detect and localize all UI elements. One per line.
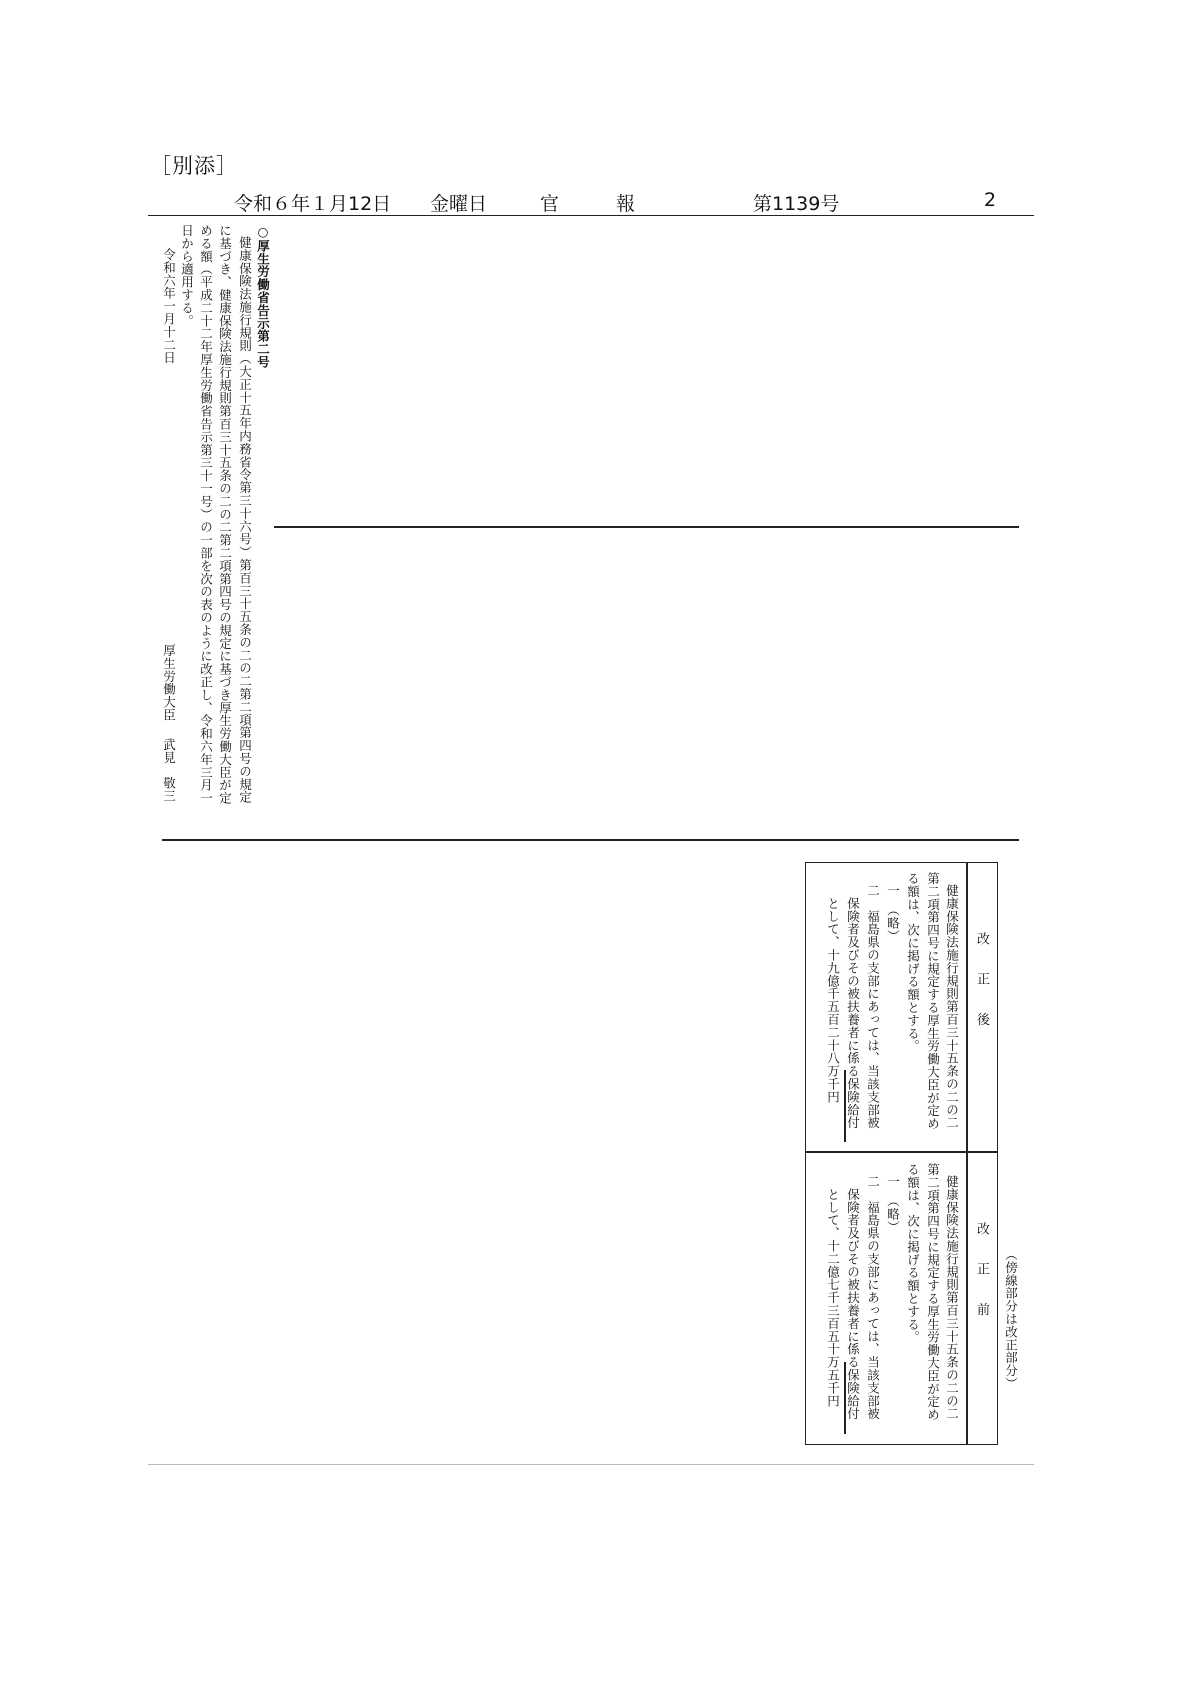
row-divider	[806, 1151, 997, 1153]
after-line: 第二項第四号に規定する厚生労働大臣が定め	[925, 872, 941, 1130]
bottom-rule	[148, 1464, 1034, 1465]
header-publication: 官 報	[540, 193, 636, 215]
attachment-label: ［別添］	[150, 154, 238, 178]
before-line: 二 福島県の支部にあっては、当該支部被	[865, 1175, 881, 1421]
after-line: 一 （略）	[885, 884, 901, 943]
table-note: （傍線部分は改正部分）	[1003, 1248, 1019, 1390]
before-line: 健康保険法施行規則第百三十五条の二の二	[944, 1175, 960, 1421]
before-line: 一 （略）	[885, 1175, 901, 1234]
column-divider	[966, 863, 968, 1444]
after-line: 保険者及びその被扶養者に係る保険給付	[845, 884, 861, 1130]
header-page-number: 2	[984, 189, 997, 211]
section-divider	[162, 839, 1019, 841]
after-heading: 改 正 後	[974, 932, 989, 1026]
minister-name: 武見 敬三	[161, 738, 177, 803]
notice-body-line: める額（平成二十二年厚生労働省告示第三十一号）の一部を次の表のように改正し、令和六年三月一	[198, 224, 214, 805]
gazette-header	[148, 188, 1034, 216]
minister-title: 厚生労働大臣	[161, 644, 177, 722]
notice-title: ○厚生労働省告示第二号	[255, 224, 271, 369]
header-issue: 第1139号	[753, 193, 840, 215]
header-date: 令和６年１月12日	[234, 193, 392, 215]
after-line: 二 福島県の支部にあっては、当該支部被	[865, 884, 881, 1130]
after-line: 健康保険法施行規則第百三十五条の二の二	[944, 884, 960, 1130]
notice-body-line: 健康保険法施行規則（大正十五年内務省令第三十六号）第百三十五条の二の二第二項第四号の規定	[237, 236, 253, 804]
after-underline	[844, 1070, 846, 1142]
before-line: る額は、次に掲げる額とする。	[905, 1163, 921, 1344]
before-heading: 改 正 前	[974, 1222, 989, 1316]
notice-body-line: に基づき、健康保険法施行規則第百三十五条の二の二第二項第四号の規定に基づき厚生労働大臣が定	[217, 224, 233, 805]
section-divider	[274, 526, 1019, 528]
after-line: として、十九億千五百二十八万千円	[825, 884, 841, 1104]
before-line: として、十二億七千三百五十万五千円	[825, 1175, 841, 1408]
notice-body-line: 日から適用する。	[179, 224, 195, 328]
before-line: 第二項第四号に規定する厚生労働大臣が定め	[925, 1163, 941, 1421]
header-weekday: 金曜日	[430, 193, 488, 215]
before-underline	[844, 1362, 846, 1434]
before-line: 保険者及びその被扶養者に係る保険給付	[845, 1175, 861, 1421]
notice-date: 令和六年一月十二日	[161, 248, 177, 365]
after-line: る額は、次に掲げる額とする。	[905, 872, 921, 1053]
